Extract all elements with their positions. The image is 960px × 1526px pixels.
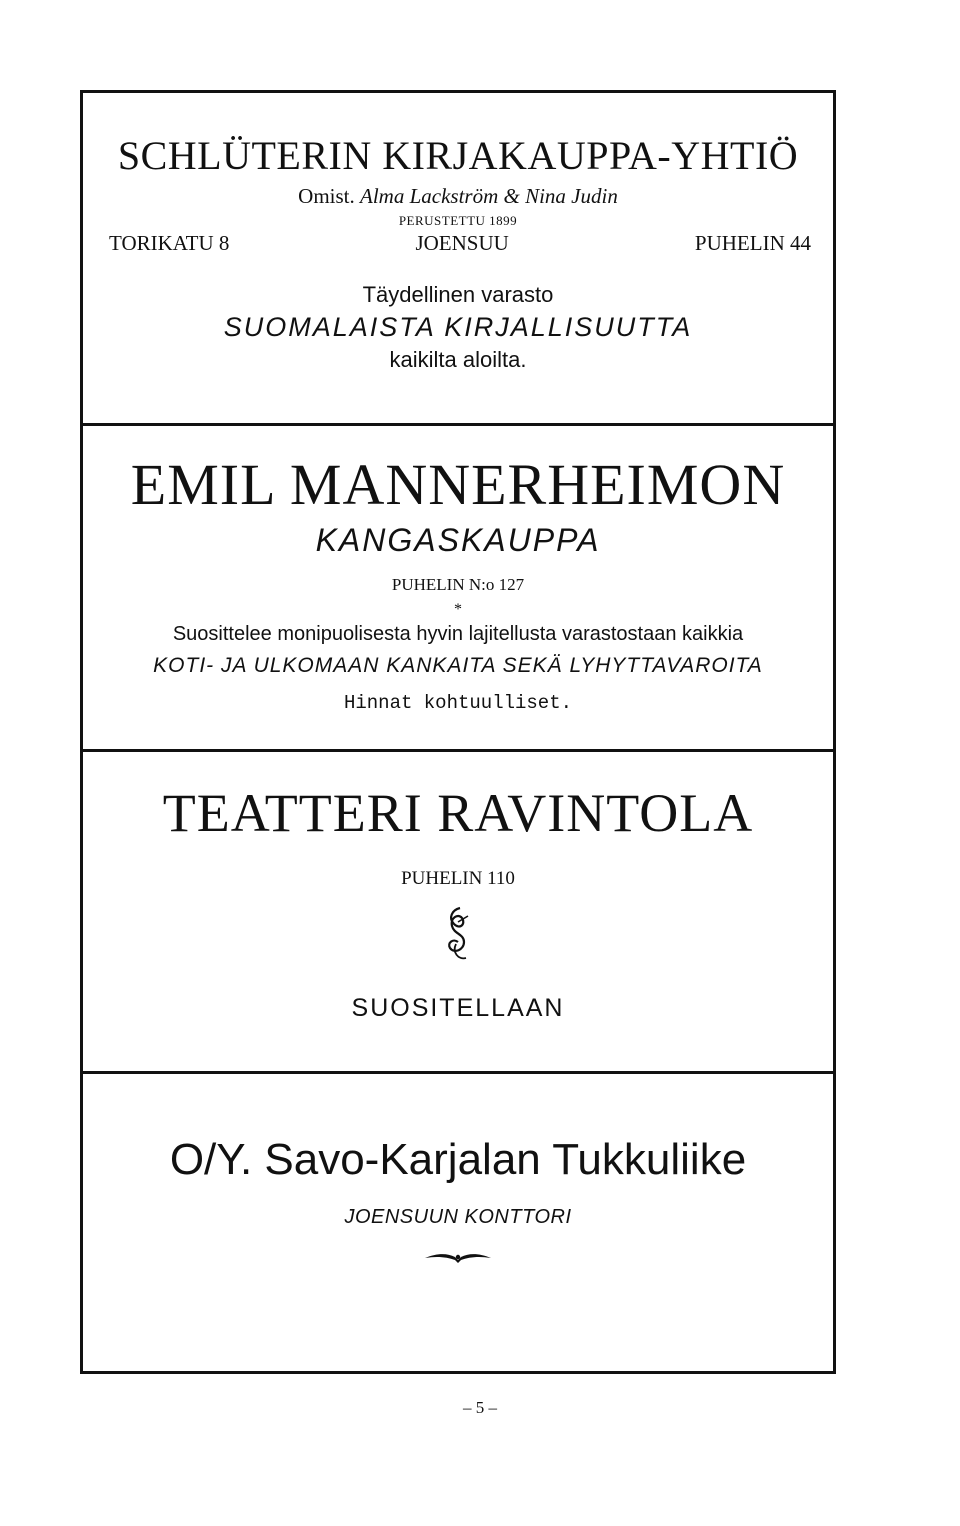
company-name: O/Y. Savo-Karjalan Tukkuliike — [169, 1135, 747, 1184]
ad-mannerheim-fabric-shop — [83, 423, 833, 749]
ad-theatre-restaurant — [83, 749, 833, 1071]
ad-schluter-bookshop — [83, 93, 833, 423]
page-number: – 5 – — [463, 1398, 497, 1417]
asterisk-divider: * — [454, 601, 462, 618]
recommend-line: Suosittelee monipuolisesta hyvin lajitellusta varastostaan kaikkia — [172, 623, 744, 645]
recommend-label: SUOSITELLAAN — [351, 994, 565, 1022]
shop-subtitle: KANGASKAUPPA — [315, 522, 601, 558]
advertisement-frame — [80, 90, 836, 1374]
street-address: TORIKATU 8 — [109, 231, 230, 255]
office-name: JOENSUUN KONTTORI — [344, 1206, 572, 1228]
goods-line: KOTI- JA ULKOMAAN KANKAITA SEKÄ LYHYTTAVAROITA — [153, 654, 763, 677]
stock-line-3: kaikilta aloilta. — [389, 347, 527, 372]
phone-number: PUHELIN N:o 127 — [391, 575, 525, 594]
address-row — [83, 231, 833, 256]
phone-number: PUHELIN 110 — [401, 868, 515, 889]
phone-number: PUHELIN 44 — [694, 231, 811, 255]
city-name: JOENSUU — [415, 231, 509, 255]
owners-names: Alma Lackström & Nina Judin — [360, 184, 618, 208]
owners-prefix: Omist. — [298, 184, 355, 208]
owners-line — [83, 183, 833, 209]
monogram-ornament-icon — [83, 904, 833, 964]
prices-line: Hinnat kohtuulliset. — [343, 692, 573, 714]
restaurant-name: TEATTERI RAVINTOLA — [162, 783, 754, 843]
flourish-ornament-icon — [83, 1251, 833, 1265]
ad-savo-karjala-wholesale — [83, 1071, 833, 1371]
firm-name: SCHLÜTERIN KIRJAKAUPPA-YHTIÖ — [117, 133, 799, 178]
founded-year: PERUSTETTU 1899 — [398, 213, 518, 228]
shop-name: EMIL MANNERHEIMON — [130, 452, 786, 517]
stock-line-1: Täydellinen varasto — [362, 282, 554, 307]
stock-line-2: SUOMALAISTA KIRJALLISUUTTA — [223, 312, 693, 342]
